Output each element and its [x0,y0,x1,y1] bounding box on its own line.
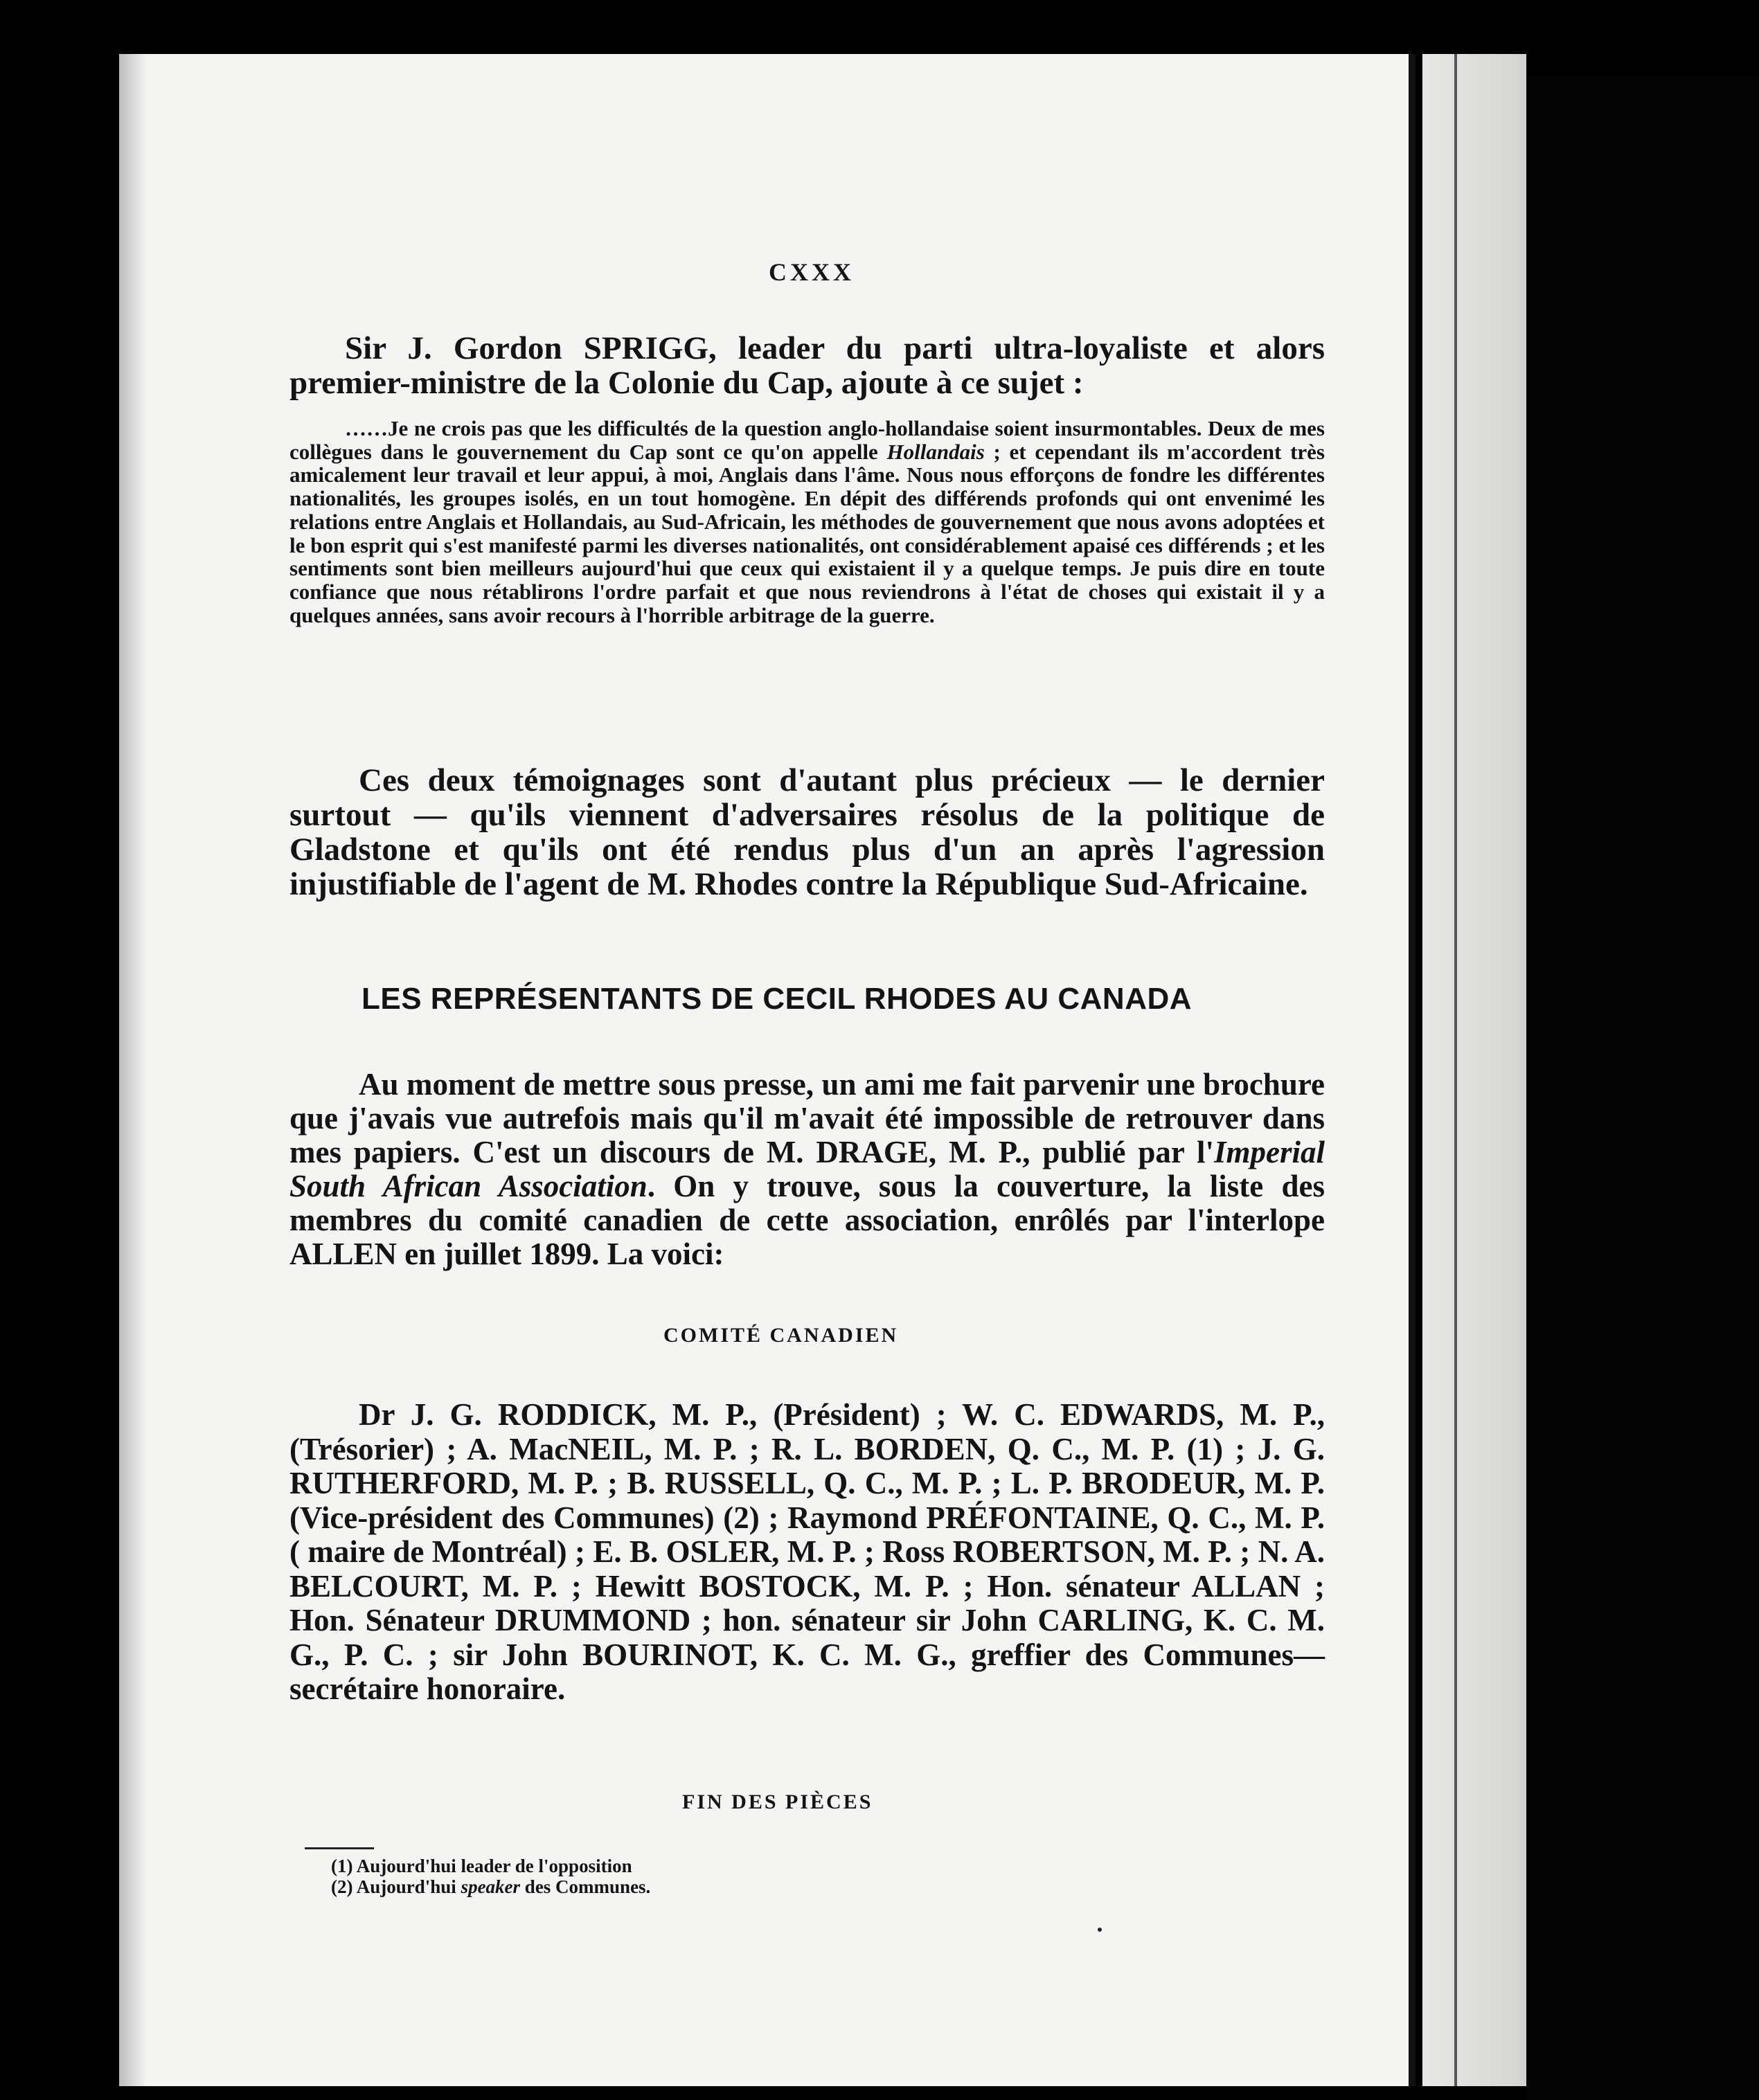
facing-page-edge [1454,54,1457,2086]
end-title: FIN DES PIÈCES [682,1791,873,1813]
member-entry: E. B. OSLER, M. P. ; [593,1534,883,1569]
scan-dark-margin [1526,76,1759,2100]
page-edge-divider [1409,54,1416,2086]
member-entry: hon. sénateur sir John CARLING, K. C. M. G., P. C. ; [289,1603,1325,1672]
quotation-italic: Hollandais [886,439,985,464]
quotation-rest: ; et cependant ils m'accordent très amicalement leur travail et leur appui, à moi, Anglais dans l'âme. Nous nous efforçons de fondre les différentes nationalités, les groupes isolés, en un tout homogène. En dépit des différends profonds qui ont envenimé les relations entre Anglais et Hollandais, au Sud-Africain, les méthodes de gouvernement que nous avons adoptées et le bon esprit qui s'est manifesté parmi les diverses nationalités, ont considérablement apaisé ces différends ; et les sentiments sont bien meilleurs aujourd'hui que ceux qui existaient il y a quelque temps. Je puis dire en toute confiance que nous rétablirons l'ordre parfait et que nous reviendrons à l'état de choses qui existait il y a quelques années, sans avoir recours à l'horrible arbitrage de la guerre. [289,439,1325,627]
member-entry: W. C. EDWARDS, M. P., (Trésorier) ; [289,1397,1325,1466]
member-entry: J. G. RUTHERFORD, M. P. ; [289,1431,1325,1500]
footnotes [331,1856,650,1897]
page-number: CXXX [769,258,855,286]
brochure-text-before: Au moment de mettre sous presse, un ami me fait parvenir une brochure que j'avais vue autrefois mais qu'il m'avait été impossible de retrouver dans mes papiers. C'est un discours de M. DRAGE, M. P., publié par l' [289,1067,1325,1169]
association-name: Imperial South African Association [289,1135,1325,1203]
member-entry: Hon. sénateur ALLAN ; [987,1568,1325,1604]
ink-speck [1098,1928,1102,1932]
sprigg-quotation [289,417,1325,627]
section-heading: LES REPRÉSENTANTS DE CECIL RHODES AU CANADA [361,982,1193,1016]
footnote-2-italic: speaker [461,1876,521,1897]
footnote-2-before: (2) Aujourd'hui [331,1876,461,1897]
member-entry: Hon. Sénateur DRUMMOND ; [289,1603,723,1637]
intro-paragraph: Sir J. Gordon SPRIGG, leader du parti ultra-loyaliste et alors premier-ministre de la Colonie du Cap, ajoute à ce sujet : [289,330,1325,401]
member-entry: R. L. BORDEN, Q. C., M. P. (1) ; [771,1431,1258,1466]
footnote-rule [305,1847,374,1849]
member-entry: sir John BOURINOT, K. C. M. G., greffier des Communes—secrétaire honoraire. [289,1637,1325,1706]
member-entry: Raymond PRÉFONTAINE, Q. C., M. P. ( maire de Montréal) ; [289,1500,1325,1569]
testimony-paragraph: Ces deux témoignages sont d'autant plus précieux — le dernier surtout — qu'ils viennent d'adversaires résolus de la politique de Gladstone et qu'ils ont été rendus plus d'un an après l'agression injustifiable de l'agent de M. Rhodes contre la République Sud-Africaine. [289,762,1325,902]
quotation-lead: ……Je ne crois pas que les difficultés de la question anglo-hollandaise soient insurmontables. Deux de mes collègues dans le gouvernement du Cap sont ce qu'on appelle [289,416,1325,464]
committee-title: COMITÉ CANADIEN [663,1324,899,1347]
member-entry: Ross ROBERTSON, M. P. ; [882,1534,1258,1569]
footnote-2 [331,1876,650,1897]
member-entry: L. P. BRODEUR, M. P. (Vice-président des Communes) (2) ; [289,1466,1325,1535]
member-entry: N. A. BELCOURT, M. P. ; [289,1534,1325,1604]
member-entry: Dr J. G. RODDICK, M. P., (Président) ; [359,1397,963,1432]
footnote-2-after: des Communes. [520,1876,651,1897]
brochure-paragraph [289,1068,1325,1271]
brochure-text-after: . On y trouve, sous la couverture, la liste des membres du comité canadien de cette association, enrôlés par l'interlope ALLEN en juillet 1899. La voici: [289,1169,1325,1271]
page-gutter-shadow [119,54,147,2086]
member-entry: A. MacNEIL, M. P. ; [467,1431,772,1466]
committee-members-list [289,1398,1325,1707]
facing-page-strip [1422,54,1526,2086]
member-entry: Hewitt BOSTOCK, M. P. ; [595,1568,988,1604]
member-entry: B. RUSSELL, Q. C., M. P. ; [627,1466,1011,1500]
footnote-1: (1) Aujourd'hui leader de l'opposition [331,1856,632,1876]
